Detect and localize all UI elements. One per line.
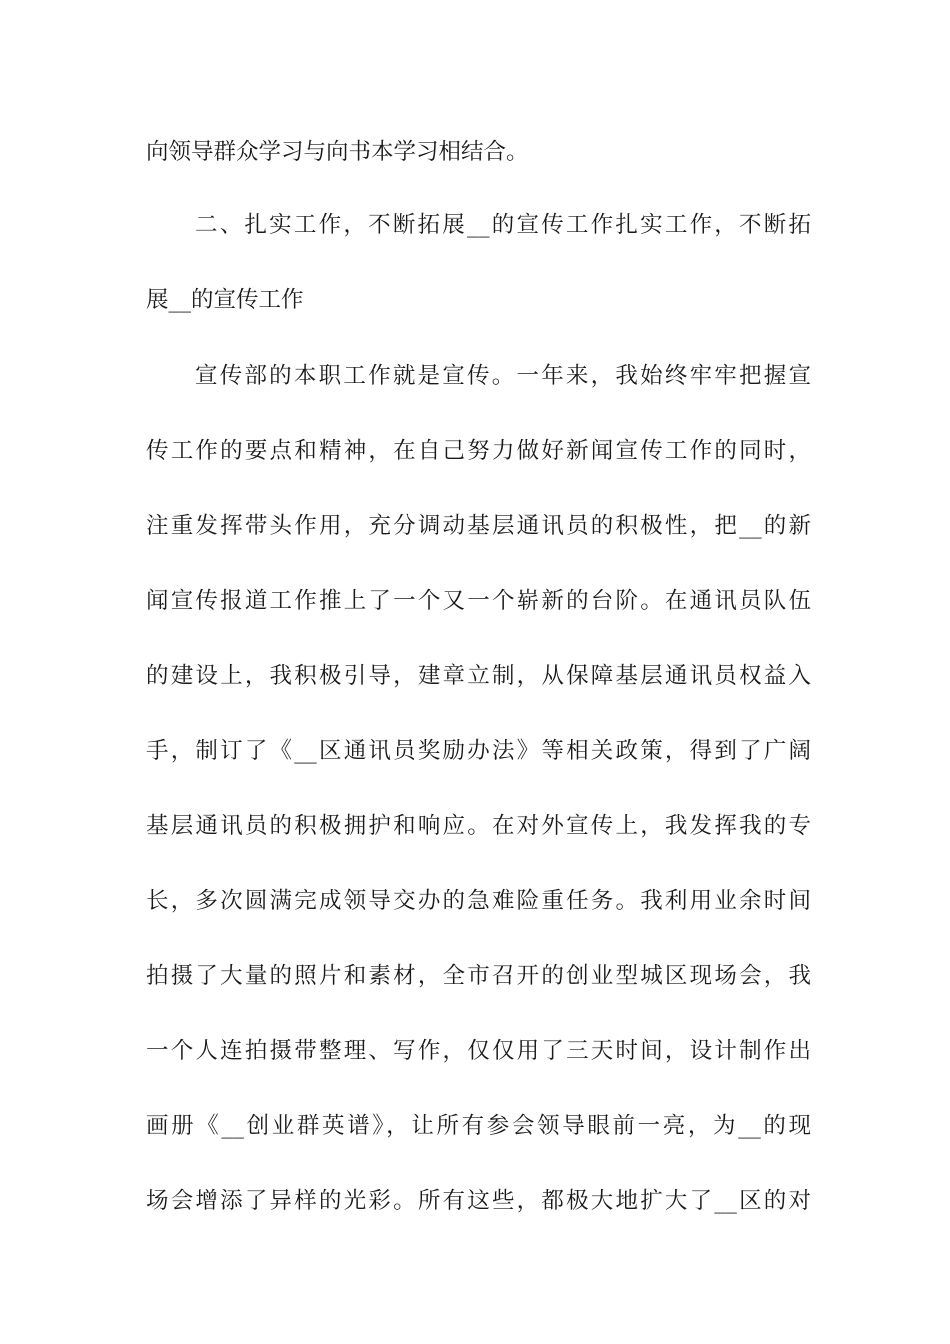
section-heading-line-2: 展__的宣传工作 [146, 287, 304, 313]
paragraph-line-10: 一个人连拍摄带整理、写作，仅仅用了三天时间，设计制作出 [146, 1038, 811, 1064]
paragraph-line-5: 的建设上，我积极引导，建章立制，从保障基层通讯员权益入 [146, 663, 811, 689]
paragraph-line-6: 手，制订了《__区通讯员奖励办法》等相关政策，得到了广阔 [146, 738, 811, 764]
paragraph-line-8: 长，多次圆满完成领导交办的急难险重任务。我利用业余时间 [146, 888, 811, 914]
paragraph-line-2: 传工作的要点和精神，在自己努力做好新闻宣传工作的同时， [146, 438, 811, 464]
paragraph-line-3: 注重发挥带头作用，充分调动基层通讯员的积极性，把__的新 [146, 513, 811, 539]
paragraph-line-7: 基层通讯员的积极拥护和响应。在对外宣传上，我发挥我的专 [146, 813, 811, 839]
paragraph-line-4: 闻宣传报道工作推上了一个又一个崭新的台阶。在通讯员队伍 [146, 588, 811, 614]
paragraph-line-9: 拍摄了大量的照片和素材，全市召开的创业型城区现场会，我 [146, 963, 811, 989]
paragraph-line-1: 宣传部的本职工作就是宣传。一年来，我始终牢牢把握宣 [195, 363, 811, 389]
paragraph-line-11: 画册《__创业群英谱》，让所有参会领导眼前一亮，为__的现 [146, 1113, 811, 1139]
section-heading-line-1: 二、扎实工作，不断拓展__的宣传工作扎实工作，不断拓 [195, 212, 811, 238]
paragraph-line-12: 场会增添了异样的光彩。所有这些，都极大地扩大了__区的对 [146, 1188, 811, 1214]
text-line-1: 向领导群众学习与向书本学习相结合。 [146, 139, 529, 165]
